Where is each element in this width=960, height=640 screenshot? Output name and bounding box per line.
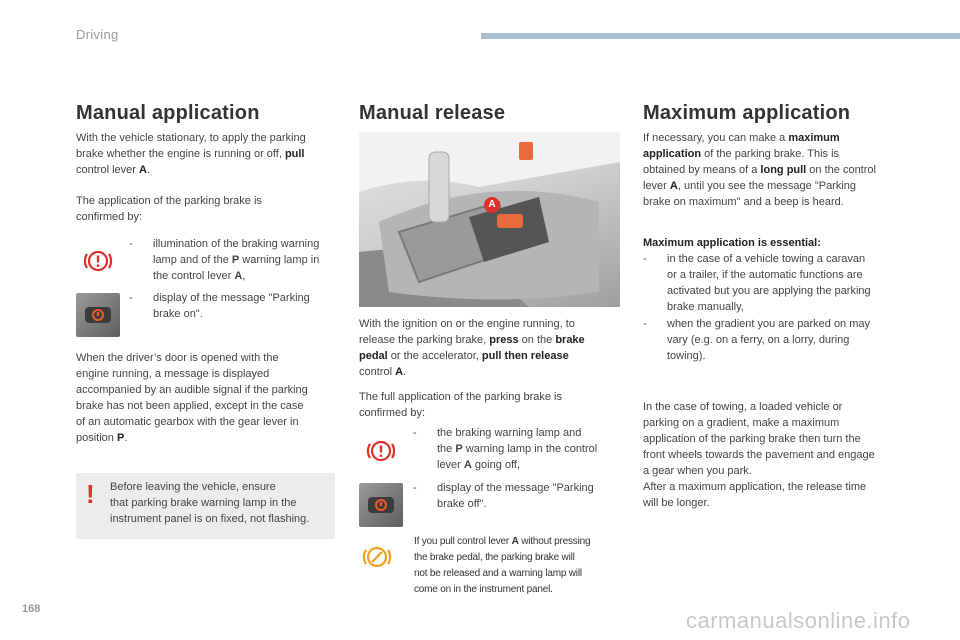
page-number: 168	[22, 603, 41, 615]
brake-warning-icon	[83, 246, 113, 276]
manual-application-para2: The application of the parking brake is confirmed by:	[76, 195, 262, 223]
manual-release-title: Manual release	[359, 102, 506, 124]
brake-lever-icon-2	[359, 483, 403, 527]
section-label: Driving	[76, 27, 119, 42]
warning-note-text: Before leaving the vehicle, ensure that parking brake warning lamp in the instrument panel is on fixed, not flashing.	[110, 481, 310, 525]
maximum-application-title: Maximum application	[643, 102, 851, 124]
maximum-application-essential-title: Maximum application is essential:	[643, 237, 821, 249]
header-bar	[481, 33, 960, 39]
brake-lever-icon	[76, 293, 120, 337]
manual-release-para1: With the ignition on or the engine running, to release the parking brake, press on the brake pedal or the accelerator, pull then release control A.	[359, 318, 585, 378]
manual-release-small-note: If you pull control lever A without pressing the brake pedal, the parking brake will not be released and a warning lamp will come on in the instrument panel.	[414, 536, 591, 595]
manual-application-para3: When the driver’s door is opened with the engine running, a message is displayed accompanied by an audible signal if the parking brake has not been applied, except in the case of an automatic gearbox with the gear lever in position P.	[76, 352, 308, 444]
brake-fault-icon	[362, 542, 392, 572]
maximum-application-para1: If necessary, you can make a maximum application of the parking brake. This is obtained by means of a long pull on the control lever A, until you see the message "Parking brake on maximum" and a beep is heard.	[643, 132, 876, 208]
lever-a-label: A	[484, 197, 500, 213]
watermark: carmanualsonline.info	[686, 608, 911, 633]
manual-application-title: Manual application	[76, 102, 260, 124]
manual-application-para1: With the vehicle stationary, to apply the parking brake whether the engine is running or off, pull control lever A.	[76, 132, 306, 176]
brake-warning-icon-2	[366, 436, 396, 466]
manual-release-para2: The full application of the parking brake is confirmed by:	[359, 391, 563, 419]
parking-brake-photo	[359, 132, 620, 307]
exclamation-icon: !	[86, 479, 95, 509]
warning-note	[76, 473, 335, 539]
maximum-application-para2: In the case of towing, a loaded vehicle or parking on a gradient, make a maximum application of the parking brake then turn the front wheels towards the pavement and engage a gear when you park. After a maximum application, the release time will be longer.	[643, 401, 875, 509]
